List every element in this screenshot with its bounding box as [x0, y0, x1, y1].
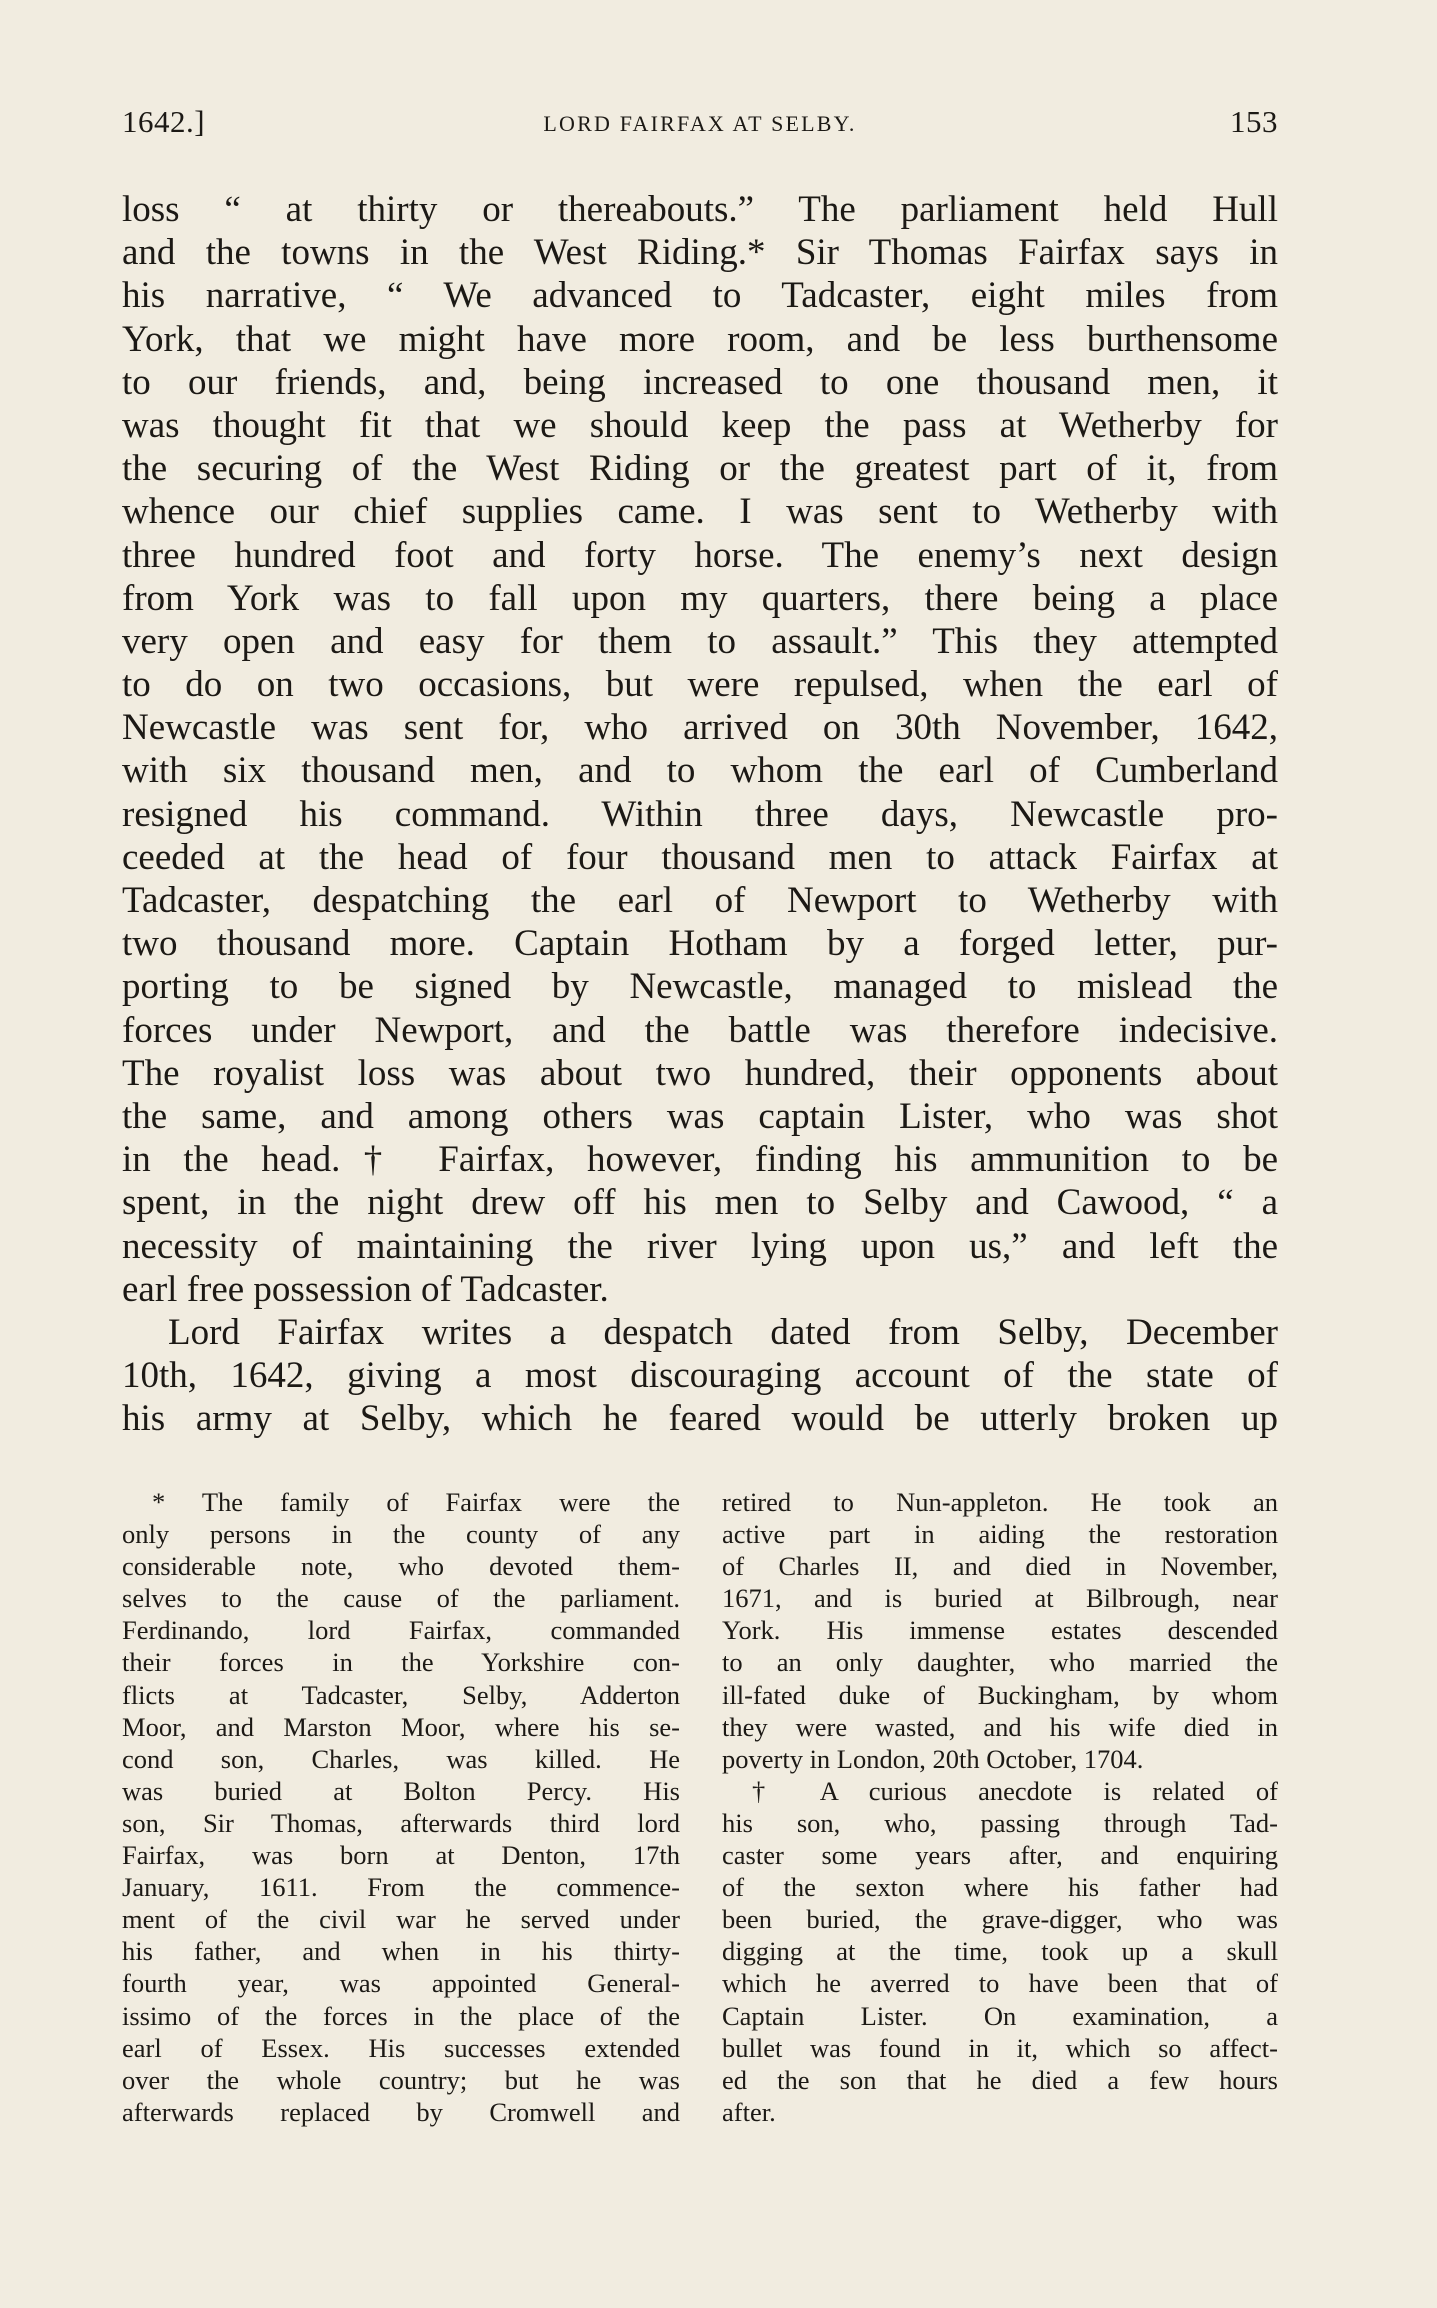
body-line: spent, in the night drew off his men to Selby and Cawood, “ a: [122, 1182, 1278, 1224]
footnote-line: poverty in London, 20th October, 1704.: [722, 1743, 1144, 1774]
body-line: his narrative, “ We advanced to Tadcaster, eight miles from: [122, 275, 1278, 317]
footnote-line: † A curious anecdote is related of: [752, 1775, 1278, 1806]
footnote-line: Captain Lister. On examination, a: [722, 2000, 1278, 2031]
footnote-line: issimo of the forces in the place of the: [122, 2000, 680, 2031]
footnote-line: which he averred to have been that of: [722, 1968, 1278, 1999]
body-line: was thought fit that we should keep the pass at Wetherby for: [122, 404, 1278, 446]
body-line: three hundred foot and forty horse. The enemy’s next design: [122, 534, 1278, 576]
body-line: with six thousand men, and to whom the earl of Cumberland: [122, 750, 1278, 792]
footnote-line: active part in aiding the restoration: [722, 1519, 1278, 1550]
body-line: two thousand more. Captain Hotham by a forged letter, pur-: [122, 923, 1278, 965]
main-text: [122, 188, 1278, 1440]
footnote-line: afterwards replaced by Cromwell and: [122, 2096, 680, 2127]
footnote-line: digging at the time, took up a skull: [722, 1936, 1278, 1967]
footnote-line: flicts at Tadcaster, Selby, Adderton: [122, 1679, 680, 1710]
body-line: to do on two occasions, but were repulsed, when the earl of: [122, 664, 1278, 706]
body-line: Tadcaster, despatching the earl of Newport to Wetherby with: [122, 880, 1278, 921]
footnote-line: Fairfax, was born at Denton, 17th: [122, 1840, 680, 1871]
footnote-line: retired to Nun-appleton. He took an: [722, 1487, 1278, 1517]
footnote-line: only persons in the county of any: [122, 1519, 680, 1550]
footnote-line: of the sexton where his father had: [722, 1872, 1278, 1903]
running-header: [122, 104, 1278, 148]
body-line: ceeded at the head of four thousand men to attack Fairfax at: [122, 836, 1278, 878]
body-line: to our friends, and, being increased to one thousand men, it: [122, 361, 1278, 403]
body-line: 10th, 1642, giving a most discouraging account of the state of: [122, 1355, 1278, 1397]
body-line: forces under Newport, and the battle was therefore indecisive.: [122, 1009, 1278, 1051]
footnote-line: his son, who, passing through Tad-: [722, 1807, 1278, 1838]
body-line: the securing of the West Riding or the greatest part of it, from: [122, 448, 1278, 490]
footnote-line: after.: [722, 2096, 776, 2127]
footnote-line: Ferdinando, lord Fairfax, commanded: [122, 1615, 680, 1646]
footnote-line: ed the son that he died a few hours: [722, 2064, 1278, 2095]
page-number: 153: [1230, 104, 1278, 139]
footnote-line: selves to the cause of the parliament.: [122, 1583, 680, 1614]
body-line: earl free possession of Tadcaster.: [122, 1268, 609, 1310]
body-line: and the towns in the West Riding.* Sir Thomas Fairfax says in: [122, 232, 1278, 274]
body-line: porting to be signed by Newcastle, managed to mislead the: [122, 966, 1278, 1008]
footnote-column-left: [122, 1486, 680, 2128]
footnote-line: Moor, and Marston Moor, where his se-: [122, 1711, 680, 1742]
body-line: Newcastle was sent for, who arrived on 30th November, 1642,: [122, 707, 1278, 749]
footnote-column-right: [722, 1486, 1278, 2128]
footnote-line: bullet was found in it, which so affect-: [722, 2032, 1278, 2063]
footnote-line: they were wasted, and his wife died in: [722, 1711, 1278, 1742]
footnote-line: their forces in the Yorkshire con-: [122, 1647, 680, 1678]
footnote-line: considerable note, who devoted them-: [122, 1551, 680, 1582]
body-line: very open and easy for them to assault.” This they attempted: [122, 620, 1278, 662]
footnote-line: his father, and when in his thirty-: [122, 1936, 680, 1967]
body-line: from York was to fall upon my quarters, there being a place: [122, 577, 1278, 619]
footnote-line: was buried at Bolton Percy. His: [122, 1775, 680, 1806]
body-line: necessity of maintaining the river lying upon us,” and left the: [122, 1225, 1278, 1267]
footnote-line: cond son, Charles, was killed. He: [122, 1743, 680, 1774]
footnote-line: to an only daughter, who married the: [722, 1647, 1278, 1678]
footnote-line: 1671, and is buried at Bilbrough, near: [722, 1583, 1278, 1614]
footnote-line: of Charles II, and died in November,: [722, 1551, 1278, 1582]
footnote-line: * The family of Fairfax were the: [152, 1487, 680, 1517]
footnote-line: earl of Essex. His successes extended: [122, 2032, 680, 2063]
body-line: loss “ at thirty or thereabouts.” The parliament held Hull: [122, 189, 1278, 230]
body-line: his army at Selby, which he feared would be utterly broken up: [122, 1398, 1278, 1440]
body-line: Lord Fairfax writes a despatch dated from Selby, December: [168, 1311, 1278, 1353]
footnote-line: January, 1611. From the commence-: [122, 1872, 680, 1903]
header-year: 1642.]: [122, 104, 206, 139]
footnote-line: caster some years after, and enquiring: [722, 1840, 1278, 1871]
footnote-line: fourth year, was appointed General-: [122, 1968, 680, 1999]
body-line: York, that we might have more room, and be less burthensome: [122, 318, 1278, 360]
footnote-line: ill-fated duke of Buckingham, by whom: [722, 1679, 1278, 1710]
header-title: LORD FAIRFAX AT SELBY.: [543, 111, 857, 136]
body-line: resigned his command. Within three days, Newcastle pro-: [122, 793, 1278, 835]
footnote-line: ment of the civil war he served under: [122, 1904, 680, 1935]
body-line: The royalist loss was about two hundred, their opponents about: [122, 1052, 1278, 1094]
body-line: in the head.† Fairfax, however, finding his ammunition to be: [122, 1139, 1278, 1181]
footnote-line: York. His immense estates descended: [722, 1615, 1278, 1646]
footnote-line: been buried, the grave-digger, who was: [722, 1904, 1278, 1935]
body-line: whence our chief supplies came. I was sent to Wetherby with: [122, 491, 1278, 533]
footnote-line: over the whole country; but he was: [122, 2064, 680, 2095]
body-line: the same, and among others was captain Lister, who was shot: [122, 1095, 1278, 1137]
footnote-line: son, Sir Thomas, afterwards third lord: [122, 1807, 680, 1838]
